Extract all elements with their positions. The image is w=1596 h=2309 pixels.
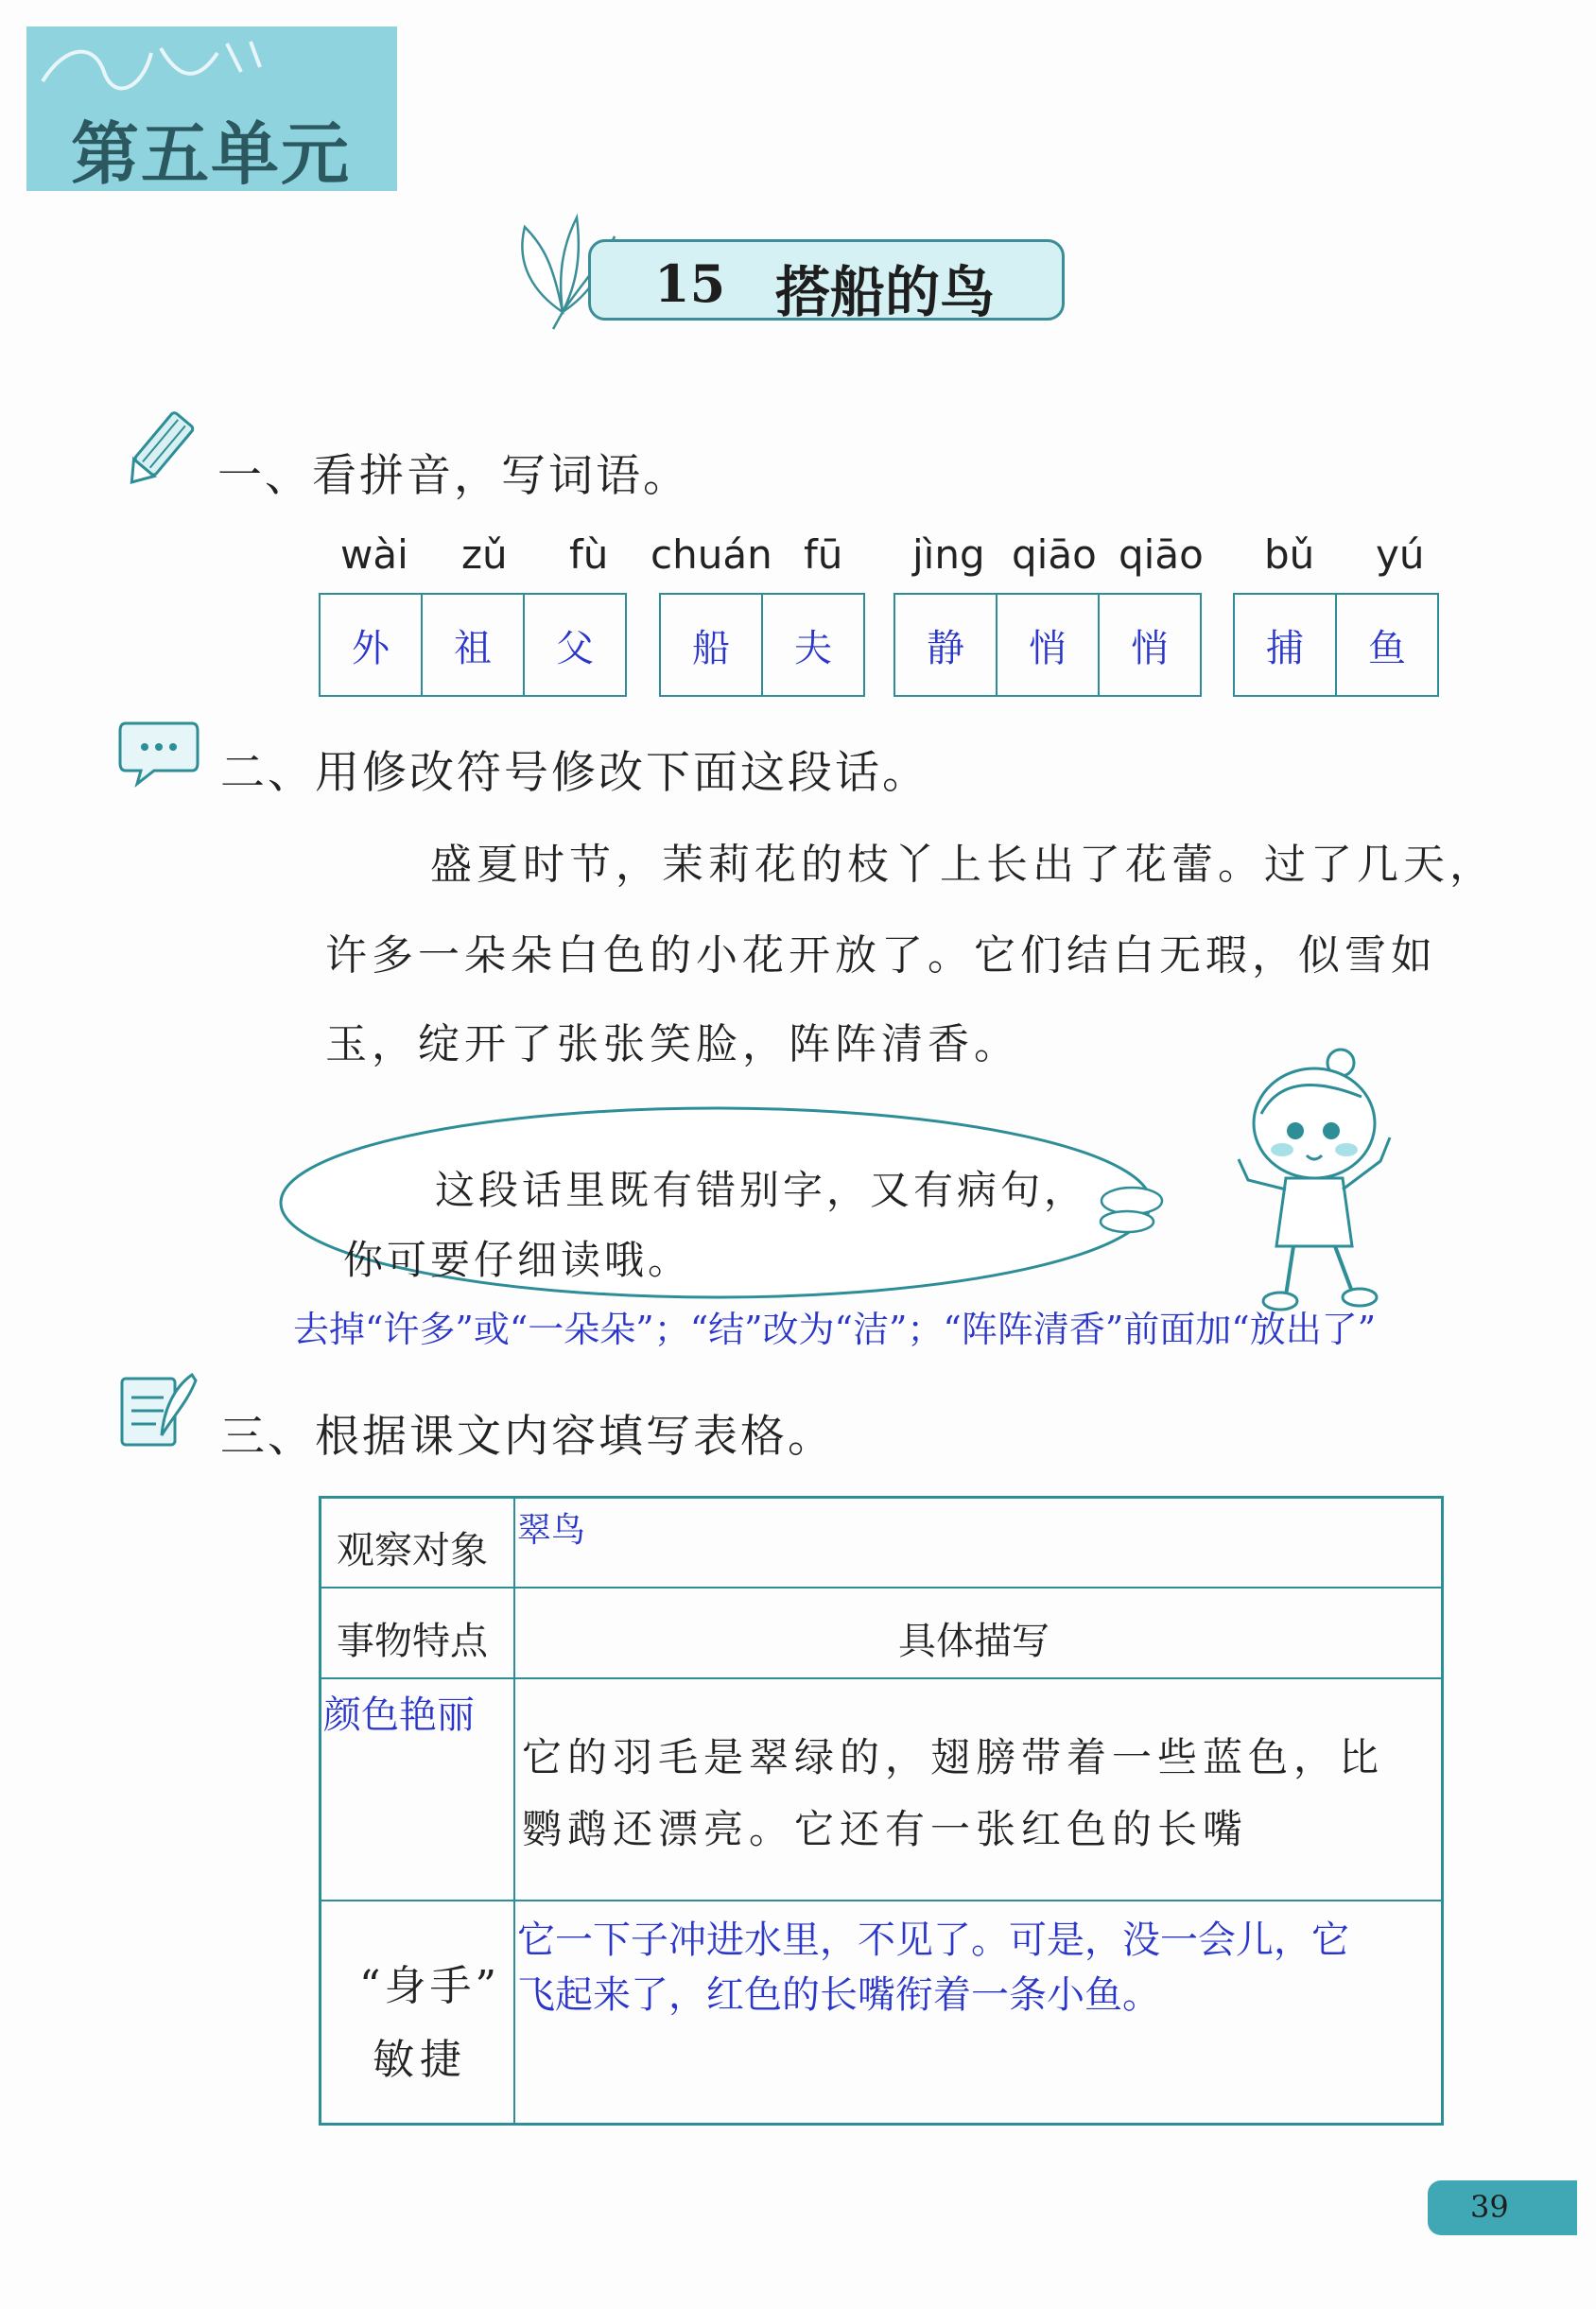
row4-label-2: 敏捷 xyxy=(373,2036,467,2084)
pinyin-8: qiāo xyxy=(1119,531,1204,578)
speech-bubble-icon xyxy=(116,716,201,788)
pinyin-7: qiāo xyxy=(1012,531,1097,578)
char-cell: 悄 xyxy=(996,593,1100,697)
row2-header: 具体描写 xyxy=(898,1620,1050,1663)
paragraph-line-2: 许多一朵朵白色的小花开放了。它们结白无瑕，似雪如 xyxy=(325,931,1437,980)
unit-title: 第五单元 xyxy=(71,113,352,194)
row3-line-1: 它的羽毛是翠绿的，翅膀带着一些蓝色，比 xyxy=(522,1734,1385,1780)
section1-heading: 一、看拼音，写词语。 xyxy=(217,450,690,502)
char-cell: 船 xyxy=(659,593,763,697)
girl-illustration xyxy=(1220,1048,1428,1331)
char-cell: 鱼 xyxy=(1335,593,1439,697)
char-cell: 外 xyxy=(319,593,423,697)
pinyin-6: jìng xyxy=(912,531,985,578)
section2-heading: 二、用修改符号修改下面这段话。 xyxy=(220,747,929,799)
char-cell: 捕 xyxy=(1233,593,1337,697)
pinyin-10: yú xyxy=(1376,531,1425,578)
row4-label-1: “身手” xyxy=(359,1962,500,2010)
char-cell: 父 xyxy=(523,593,627,697)
row4-answer-2: 飞起来了，红色的长嘴衔着一条小鱼。 xyxy=(517,1973,1160,2017)
page-number: 39 xyxy=(1470,2189,1509,2225)
row2-label: 事物特点 xyxy=(337,1620,488,1663)
section3-heading: 三、根据课文内容填写表格。 xyxy=(220,1411,835,1463)
char-group-4 xyxy=(1233,593,1439,697)
row4-answer-1: 它一下子冲进水里，不见了。可是，没一会儿，它 xyxy=(517,1918,1349,1962)
notepad-quill-icon xyxy=(116,1369,201,1454)
row1-label: 观察对象 xyxy=(337,1529,488,1572)
row3-line-2: 鹦鹉还漂亮。它还有一张红色的长嘴 xyxy=(522,1806,1249,1852)
char-cell: 祖 xyxy=(421,593,525,697)
char-group-2 xyxy=(659,593,865,697)
section2-answer: 去掉“许多”或“一朵朵”；“结”改为“洁”；“阵阵清香”前面加“放出了” xyxy=(293,1309,1377,1350)
pinyin-3: fù xyxy=(569,531,609,578)
char-cell: 悄 xyxy=(1098,593,1202,697)
decorative-swirl-icon xyxy=(38,34,284,100)
pinyin-5: fū xyxy=(804,531,843,578)
char-cell: 夫 xyxy=(761,593,865,697)
pinyin-9: bǔ xyxy=(1264,531,1315,578)
bubble-line-2: 你可要仔细读哦。 xyxy=(343,1237,692,1283)
paragraph-line-1: 盛夏时节，茉莉花的枝丫上长出了花蕾。过了几天， xyxy=(430,841,1496,889)
lesson-number: 15 xyxy=(654,253,726,314)
char-group-1 xyxy=(319,593,627,697)
pinyin-4: chuán xyxy=(651,531,772,578)
lesson-title: 搭船的鸟 xyxy=(775,260,996,324)
pinyin-1: wài xyxy=(340,531,408,578)
bubble-line-1: 这段话里既有错别字，又有病句， xyxy=(435,1167,1088,1213)
row3-label-answer: 颜色艳丽 xyxy=(323,1693,475,1737)
pinyin-2: zǔ xyxy=(461,531,508,578)
row1-answer: 翠鸟 xyxy=(517,1511,586,1550)
char-cell: 静 xyxy=(893,593,998,697)
paragraph-line-3: 玉，绽开了张张笑脸，阵阵清香。 xyxy=(325,1020,1020,1068)
char-group-3 xyxy=(893,593,1202,697)
pencil-icon xyxy=(118,408,199,494)
